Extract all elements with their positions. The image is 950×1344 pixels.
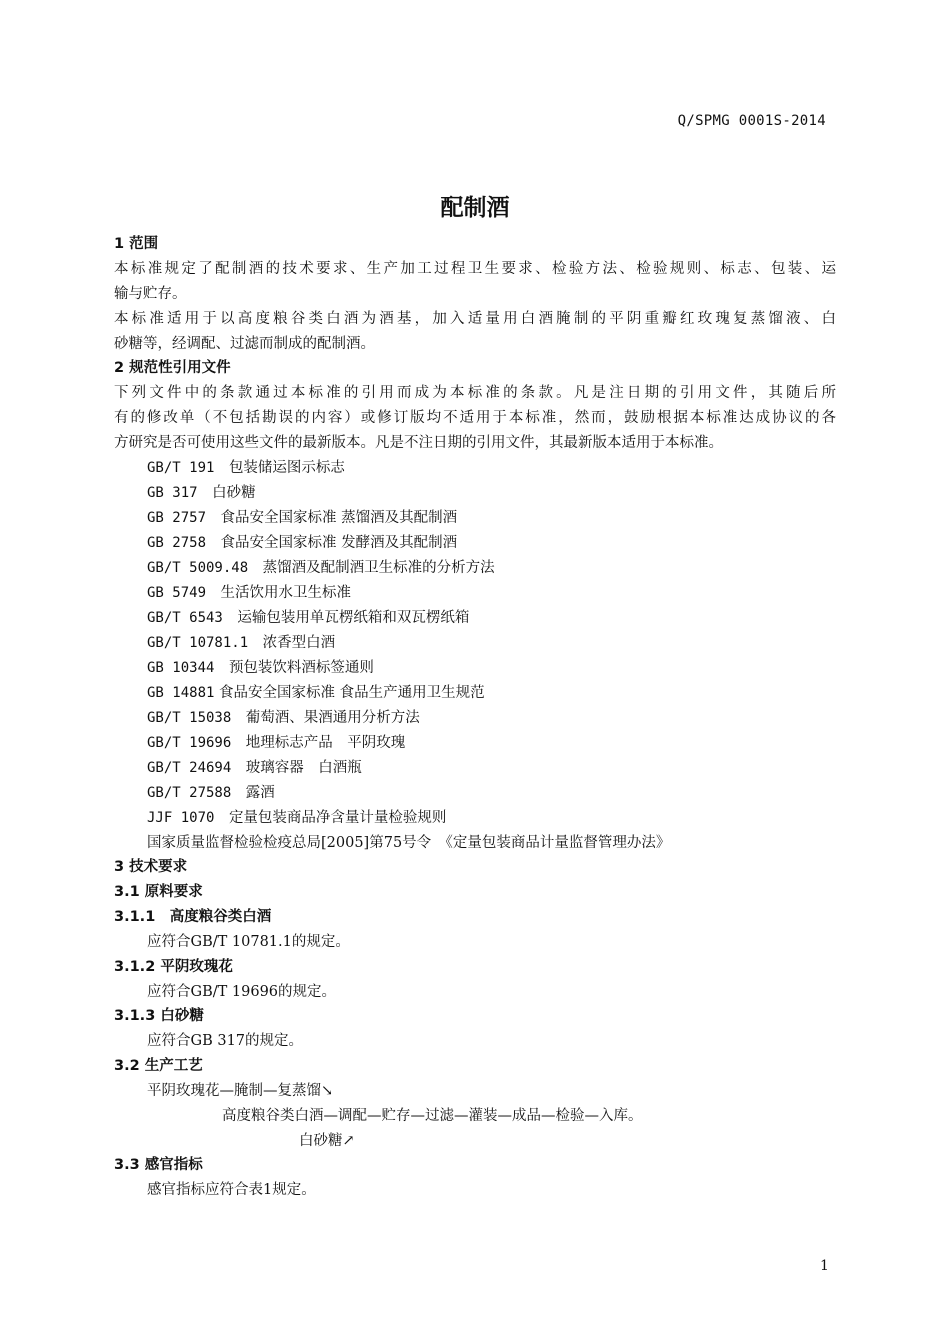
reference-item	[147, 606, 869, 630]
section-1-heading: 1 范围	[114, 236, 159, 252]
reference-code: GB 10344	[147, 660, 215, 676]
section-3-heading: 3 技术要求	[114, 859, 188, 875]
reference-title: 定量包装商品净含量计量检验规则	[228, 810, 447, 826]
reference-item	[147, 731, 869, 755]
section-3-3-heading: 3.3 感官指标	[114, 1157, 203, 1173]
reference-item	[147, 531, 869, 555]
reference-code: GB/T 15038	[147, 710, 232, 726]
scope-paragraph-1-line-2: 输与贮存。	[114, 286, 187, 302]
process-flow-line-1: 平阴玫瑰花—腌制—复蒸馏↘	[147, 1083, 334, 1099]
reference-item	[147, 681, 869, 705]
reference-item	[147, 506, 869, 530]
scope-paragraph-2-line-2: 砂糖等，经调配、过滤而制成的配制酒。	[114, 336, 375, 352]
scope-paragraph-2-line-1: 本标准适用于以高度粮谷类白酒为酒基，加入适量用白酒腌制的平阴重瓣红玫瑰复蒸馏液、白	[114, 311, 836, 327]
process-flow-line-2: 高度粮谷类白酒—调配—贮存—过滤—灌装—成品—检验—入库。	[222, 1108, 643, 1124]
reference-title: 运输包装用单瓦楞纸箱和双瓦楞纸箱	[237, 610, 470, 626]
reference-item	[147, 456, 869, 480]
references-paragraph-line-3: 方研究是否可使用这些文件的最新版本。凡是不注日期的引用文件，其最新版本适用于本标准。	[114, 435, 723, 451]
references-paragraph-line-2: 有的修改单（不包括勘误的内容）或修订版均不适用于本标准，然而，鼓励根据本标准达成协议的各	[114, 410, 836, 426]
reference-code: GB/T 24694	[147, 760, 232, 776]
reference-code: GB 5749	[147, 585, 207, 601]
reference-title: 地理标志产品 平阴玫瑰	[245, 735, 406, 751]
reference-item-regulation: 国家质量监督检验检疫总局[2005]第75号令 《定量包装商品计量监督管理办法》	[147, 835, 671, 851]
reference-code: GB/T 6543	[147, 610, 223, 626]
reference-title: 生活饮用水卫生标准	[220, 585, 352, 601]
section-3-1-2-heading: 3.1.2 平阴玫瑰花	[114, 959, 233, 975]
section-3-1-3-heading: 3.1.3 白砂糖	[114, 1008, 204, 1024]
reference-code: GB/T 19696	[147, 735, 232, 751]
section-3-2-heading: 3.2 生产工艺	[114, 1058, 203, 1074]
section-2-heading: 2 规范性引用文件	[114, 360, 231, 376]
reference-code: GB 2757	[147, 510, 207, 526]
reference-title: 浓香型白酒	[262, 635, 336, 651]
process-flow-line-3: 白砂糖↗	[299, 1133, 355, 1149]
reference-code: GB 14881	[147, 685, 215, 701]
reference-title: 食品安全国家标准 蒸馏酒及其配制酒	[220, 510, 458, 526]
reference-title: 食品安全国家标准 食品生产通用卫生规范	[219, 685, 485, 701]
reference-code: GB 317	[147, 485, 198, 501]
reference-item	[147, 581, 869, 605]
reference-code: GB/T 27588	[147, 785, 232, 801]
reference-item	[147, 556, 869, 580]
section-3-1-3-text: 应符合GB 317的规定。	[147, 1033, 304, 1049]
reference-item	[147, 806, 869, 830]
scope-paragraph-1-line-1: 本标准规定了配制酒的技术要求、生产加工过程卫生要求、检验方法、检验规则、标志、包装、运	[114, 261, 836, 277]
reference-code: JJF 1070	[147, 810, 215, 826]
section-3-1-1-text: 应符合GB/T 10781.1的规定。	[147, 934, 350, 950]
document-code: Q/SPMG 0001S-2014	[677, 113, 826, 129]
reference-item	[147, 756, 869, 780]
section-3-3-text: 感官指标应符合表1规定。	[147, 1182, 316, 1198]
reference-title: 蒸馏酒及配制酒卫生标准的分析方法	[262, 560, 495, 576]
reference-title: 玻璃容器 白酒瓶	[245, 760, 362, 776]
section-3-1-heading: 3.1 原料要求	[114, 884, 203, 900]
reference-item	[147, 631, 869, 655]
reference-title: 葡萄酒、果酒通用分析方法	[245, 710, 420, 726]
reference-item	[147, 706, 869, 730]
reference-code: GB 2758	[147, 535, 207, 551]
reference-code: GB/T 10781.1	[147, 635, 249, 651]
reference-item	[147, 656, 869, 680]
reference-item	[147, 481, 869, 505]
reference-title: 预包装饮料酒标签通则	[228, 660, 374, 676]
reference-title: 白砂糖	[212, 485, 256, 501]
reference-code: GB/T 5009.48	[147, 560, 249, 576]
reference-item	[147, 781, 869, 805]
reference-code: GB/T 191	[147, 460, 215, 476]
reference-title: 食品安全国家标准 发酵酒及其配制酒	[220, 535, 458, 551]
page-number: 1	[820, 1258, 829, 1274]
reference-title: 露酒	[245, 785, 275, 801]
references-paragraph-line-1: 下列文件中的条款通过本标准的引用而成为本标准的条款。凡是注日期的引用文件，其随后所	[114, 385, 836, 401]
document-title: 配制酒	[440, 195, 510, 221]
reference-title: 包装储运图示标志	[228, 460, 345, 476]
section-3-1-1-heading: 3.1.1 高度粮谷类白酒	[114, 909, 272, 925]
section-3-1-2-text: 应符合GB/T 19696的规定。	[147, 984, 337, 1000]
